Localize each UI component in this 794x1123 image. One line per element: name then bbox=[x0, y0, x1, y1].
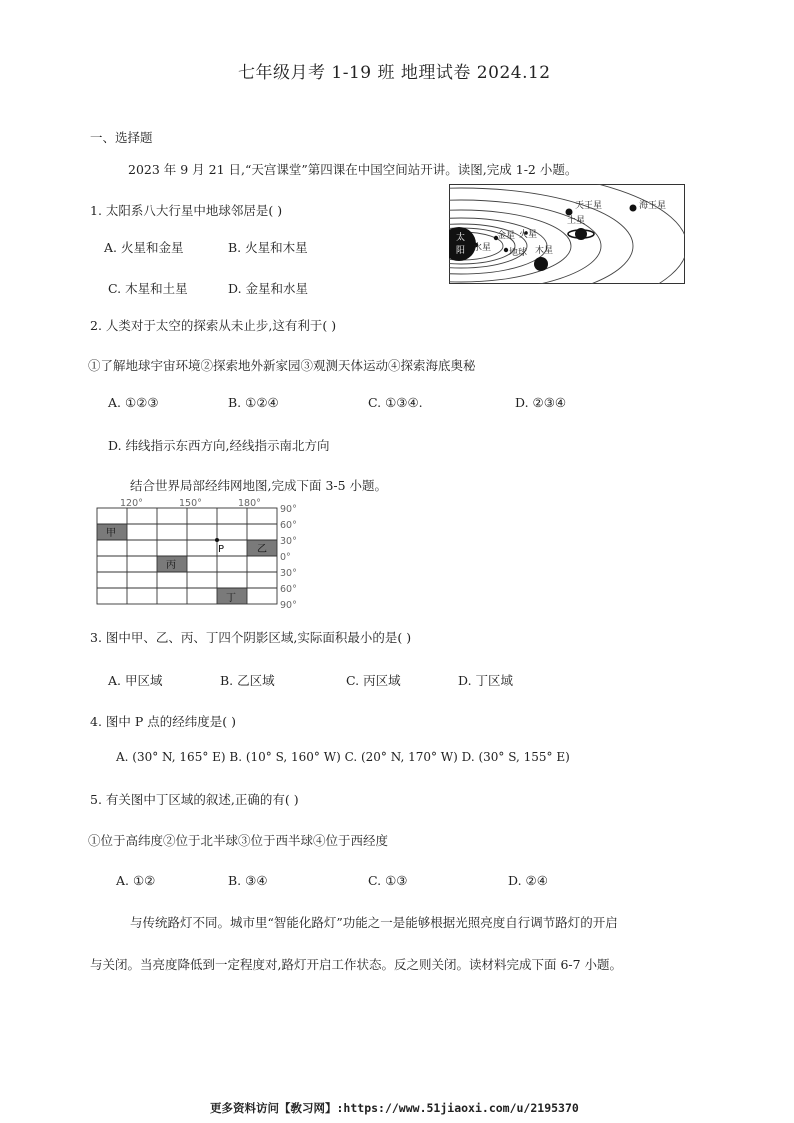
footer-link[interactable]: 更多资料访问【敎习网】:https://www.51jiaoxi.com/u/2195370 bbox=[210, 1101, 579, 1115]
question-3-option-d[interactable]: D. 丁区域 bbox=[458, 673, 514, 688]
question-2-option-d-alt[interactable]: D. 纬线指示东西方向,经线指示南北方向 bbox=[108, 438, 330, 453]
planet-jupiter bbox=[534, 257, 548, 271]
label-bing: 丙 bbox=[166, 560, 176, 571]
question-5-option-c[interactable]: C. ①③ bbox=[368, 873, 408, 888]
lon-label-150: 150° bbox=[179, 498, 202, 509]
question-3-option-b[interactable]: B. 乙区域 bbox=[220, 673, 275, 688]
label-earth: 地球 bbox=[509, 248, 528, 258]
question-3-option-c[interactable]: C. 丙区域 bbox=[346, 673, 401, 688]
label-jia: 甲 bbox=[106, 528, 116, 539]
question-5-items: ①位于高纬度②位于北半球③位于西半球④位于西经度 bbox=[88, 833, 389, 848]
planet-uranus bbox=[566, 209, 573, 216]
question-3-option-a[interactable]: A. 甲区域 bbox=[108, 673, 163, 688]
label-ding: 丁 bbox=[226, 593, 236, 604]
lon-label-180: 180° bbox=[238, 498, 261, 509]
label-neptune: 海王星 bbox=[639, 201, 667, 211]
question-2-option-c[interactable]: C. ①③④. bbox=[368, 395, 423, 410]
planet-neptune bbox=[630, 205, 637, 212]
question-3-stem: 3. 图中甲、乙、丙、丁四个阴影区域,实际面积最小的是( ) bbox=[90, 630, 412, 645]
question-1-stem: 1. 太阳系八大行星中地球邻居是( ) bbox=[90, 203, 283, 218]
sun-label: 太 bbox=[456, 233, 466, 243]
question-2-option-b[interactable]: B. ①②④ bbox=[228, 395, 279, 410]
label-saturn: 土星 bbox=[567, 216, 586, 226]
lat-label-90s: 90° bbox=[280, 600, 297, 611]
lat-label-60s: 60° bbox=[280, 584, 297, 595]
label-uranus: 天王星 bbox=[575, 201, 603, 211]
question-2-option-d[interactable]: D. ②③④ bbox=[515, 395, 567, 410]
intro-6-7-line-2: 与关闭。当亮度降低到一定程度对,路灯开启工作状态。反之则关闭。读材料完成下面 6-7 小题。 bbox=[90, 957, 623, 972]
question-4-stem: 4. 图中 P 点的经纬度是( ) bbox=[90, 714, 236, 729]
question-4-options[interactable]: A. (30° N, 165° E) B. (10° S, 160° W) C. (20° N, 170° W) D. (30° S, 155° E) bbox=[116, 750, 570, 764]
label-yi: 乙 bbox=[257, 544, 267, 555]
lat-label-0: 0° bbox=[280, 552, 291, 563]
question-2-stem: 2. 人类对于太空的探索从未止步,这有利于( ) bbox=[90, 318, 337, 333]
section-heading: 一、选择题 bbox=[90, 130, 153, 145]
question-5-stem: 5. 有关图中丁区域的叙述,正确的有( ) bbox=[90, 792, 299, 807]
question-5-option-b[interactable]: B. ③④ bbox=[228, 873, 268, 888]
lat-label-90n: 90° bbox=[280, 504, 297, 515]
intro-3-5: 结合世界局部经纬网地图,完成下面 3-5 小题。 bbox=[130, 478, 388, 493]
question-5-option-d[interactable]: D. ②④ bbox=[508, 873, 548, 888]
label-mercury: 水星 bbox=[473, 243, 492, 253]
question-1-option-b[interactable]: B. 火星和木星 bbox=[228, 240, 308, 255]
page-title: 七年级月考 1-19 班 地理试卷 2024.12 bbox=[238, 63, 551, 83]
sun-label-2: 阳 bbox=[456, 246, 466, 256]
question-2-items: ①了解地球宇宙环境②探索地外新家园③观测天体运动④探索海底奥秘 bbox=[88, 358, 476, 373]
label-mars: 火星 bbox=[519, 230, 538, 240]
question-1-option-d[interactable]: D. 金星和水星 bbox=[228, 281, 309, 296]
label-venus: 金星 bbox=[497, 231, 516, 241]
lat-label-60n: 60° bbox=[280, 520, 297, 531]
question-1-option-c[interactable]: C. 木星和土星 bbox=[108, 281, 188, 296]
lat-long-grid-figure bbox=[90, 494, 310, 614]
label-jupiter: 木星 bbox=[535, 246, 554, 256]
label-p: P bbox=[218, 544, 225, 555]
question-1-option-a[interactable]: A. 火星和金星 bbox=[104, 240, 184, 255]
question-5-option-a[interactable]: A. ①② bbox=[116, 873, 156, 888]
intro-1-2: 2023 年 9 月 21 日,“天宫课堂”第四课在中国空间站开讲。读图,完成 1-2 小题。 bbox=[128, 162, 578, 177]
lat-label-30n: 30° bbox=[280, 536, 297, 547]
question-2-option-a[interactable]: A. ①②③ bbox=[108, 395, 159, 410]
lon-label-120: 120° bbox=[120, 498, 143, 509]
solar-system-figure bbox=[449, 184, 685, 284]
point-p bbox=[215, 538, 219, 542]
intro-6-7-line-1: 与传统路灯不同。城市里“智能化路灯”功能之一是能够根据光照亮度自行调节路灯的开启 bbox=[130, 915, 618, 930]
planet-earth bbox=[504, 248, 508, 252]
lat-label-30s: 30° bbox=[280, 568, 297, 579]
